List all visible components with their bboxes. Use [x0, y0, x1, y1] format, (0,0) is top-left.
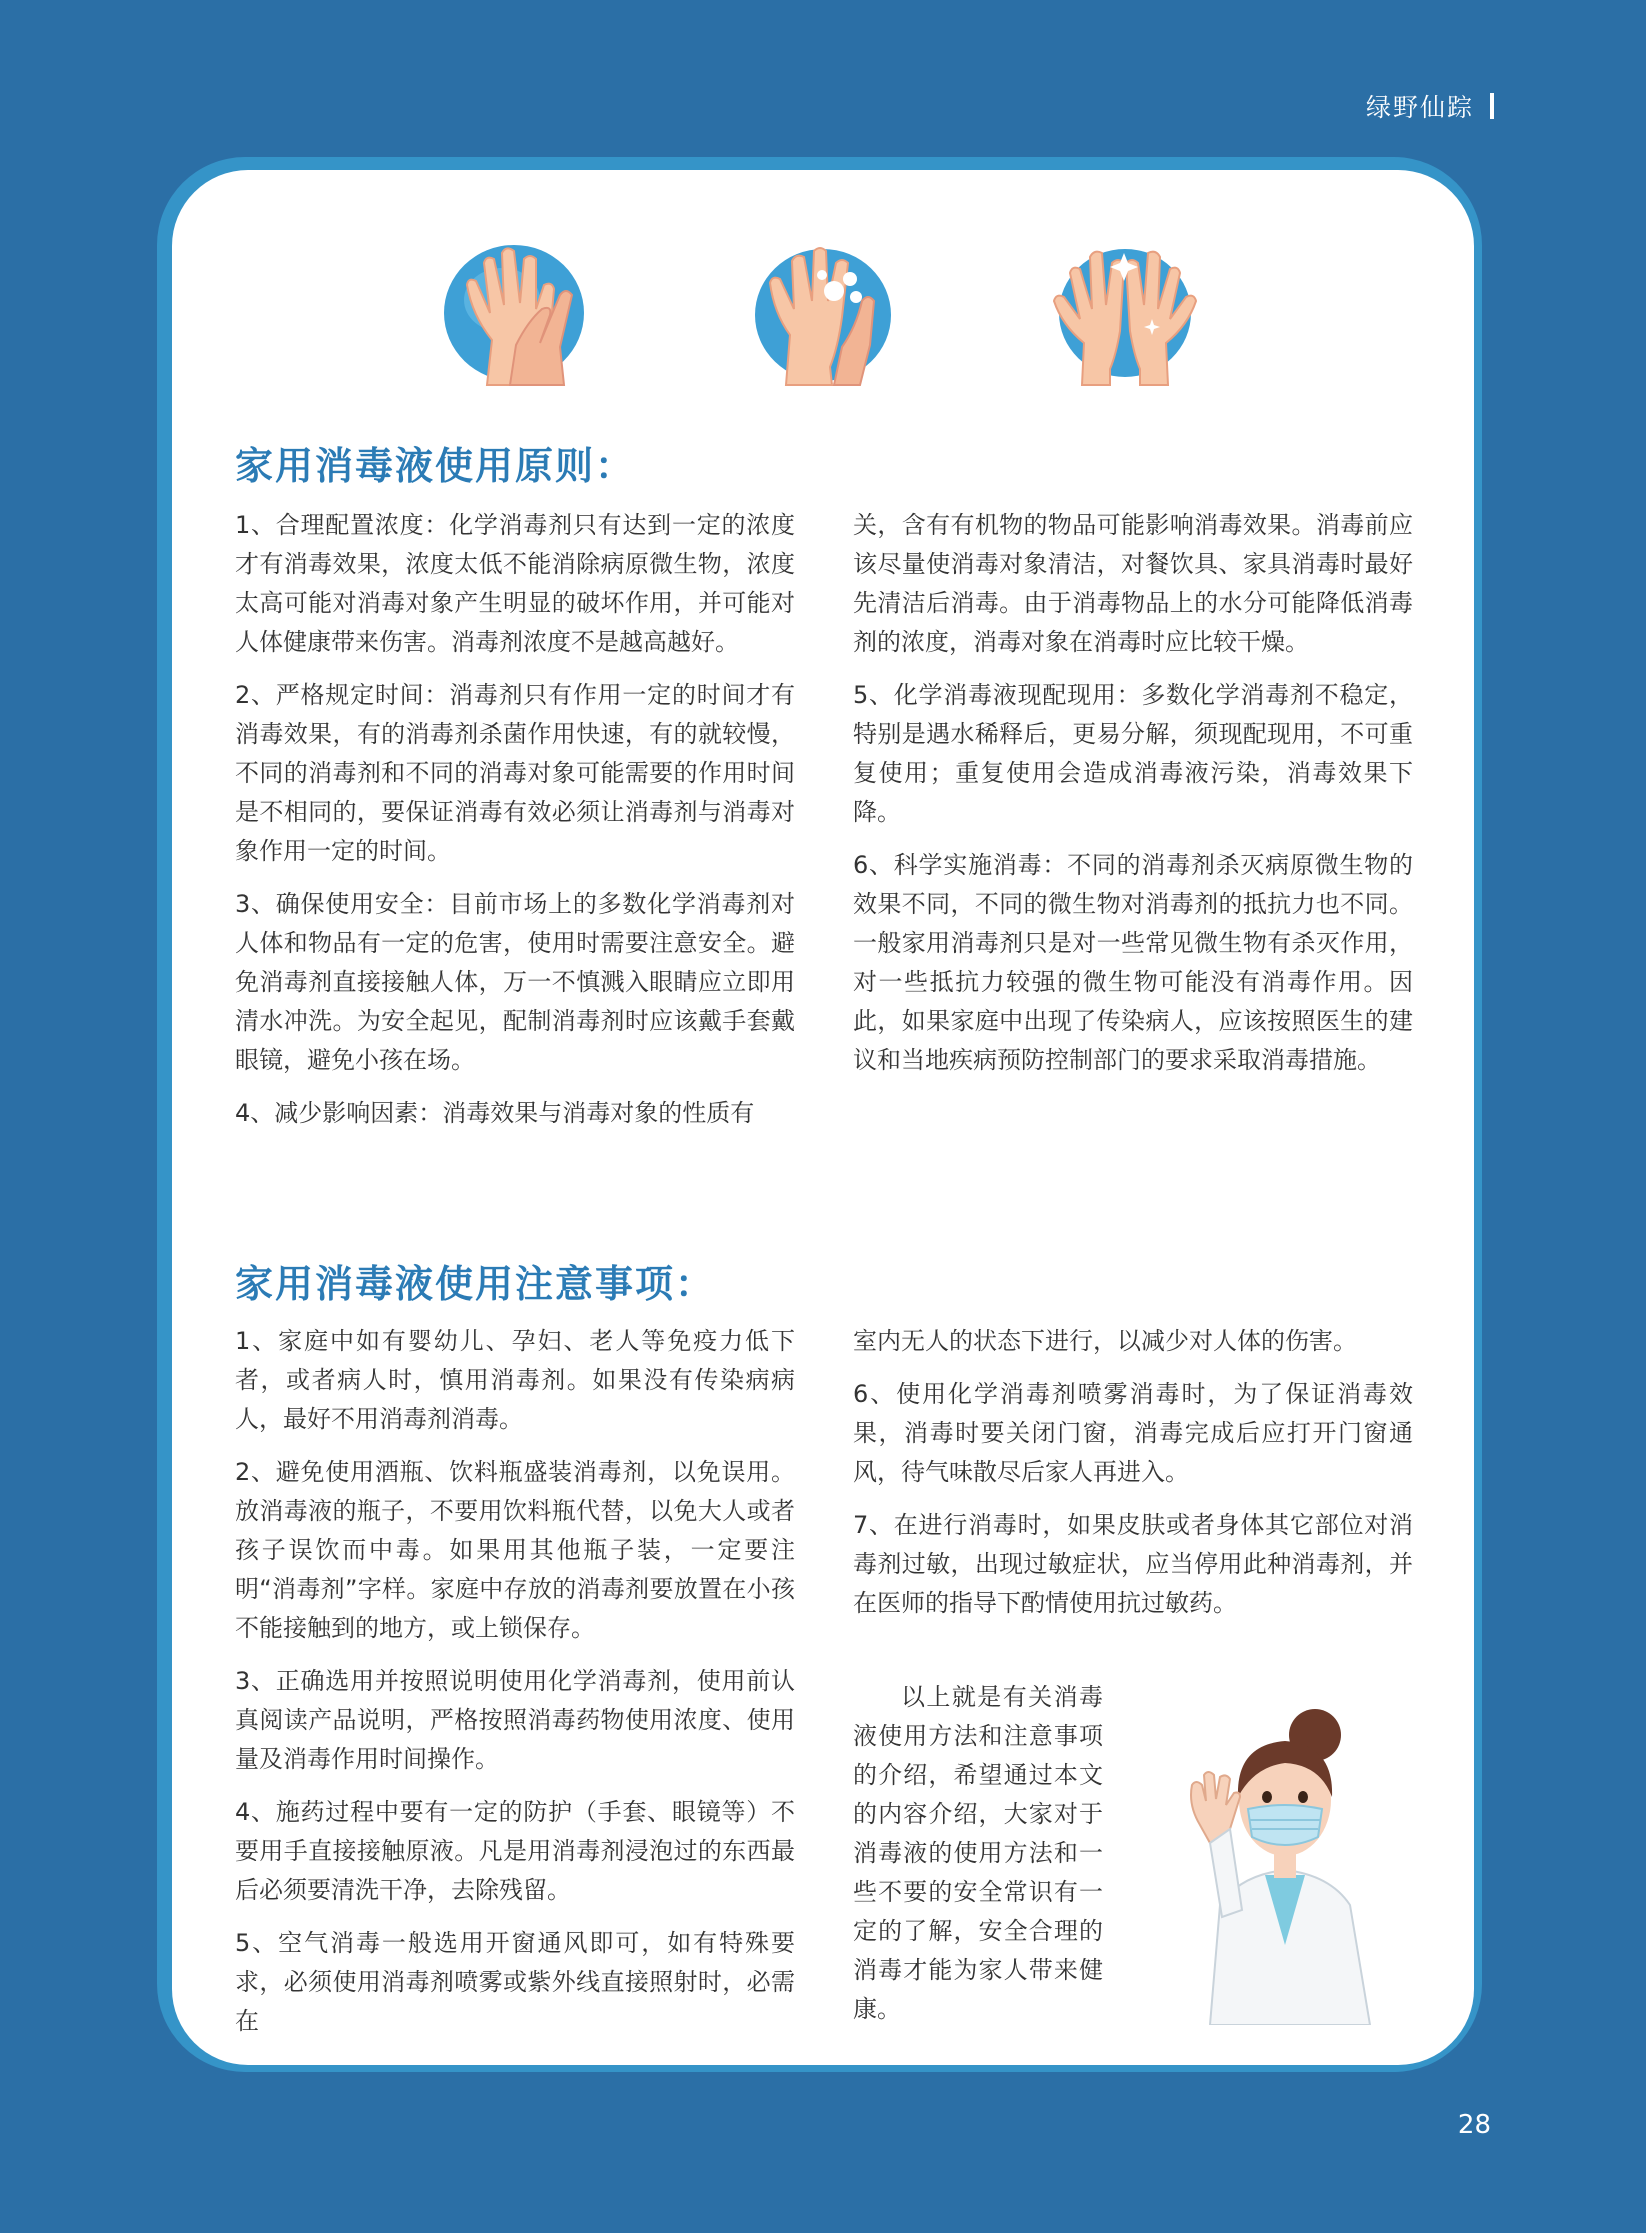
principle-item: 2、严格规定时间：消毒剂只有作用一定的时间才有消毒效果，有的消毒剂杀菌作用快速，有的就较慢，不同的消毒剂和不同的消毒对象可能需要的作用时间是不相同的，要保证消毒有效必须让消毒剂与消毒对象作用一定的时间。	[235, 681, 795, 865]
hands-rubbing-icon	[432, 235, 602, 405]
closing-paragraph	[853, 1678, 1103, 2043]
page-number: 28	[1457, 2110, 1491, 2140]
running-head-bar	[1490, 93, 1494, 119]
precaution-item: 1、家庭中如有婴幼儿、孕妇、老人等免疫力低下者，或者病人时，慎用消毒剂。如果没有传染病病人，最好不用消毒剂消毒。	[235, 1327, 795, 1433]
closing-text: 以上就是有关消毒液使用方法和注意事项的介绍，希望通过本文的内容介绍，大家对于消毒液的使用方法和一些不要的安全常识有一定的了解，安全合理的消毒才能为家人带来健康。	[853, 1683, 1103, 2023]
principle-item: 关，含有有机物的物品可能影响消毒效果。消毒前应该尽量使消毒对象清洁，对餐饮具、家具消毒时最好先清洁后消毒。由于消毒物品上的水分可能降低消毒剂的浓度，消毒对象在消毒时应比较干燥。	[853, 511, 1413, 656]
principle-item: 6、科学实施消毒：不同的消毒剂杀灭病原微生物的效果不同，不同的微生物对消毒剂的抵抗力也不同。一般家用消毒剂只是对一些常见微生物有杀灭作用，对一些抵抗力较强的微生物可能没有消毒作用。因此，如果家庭中出现了传染病人，应该按照医生的建议和当地疾病预防控制部门的要求采取消毒措施。	[853, 851, 1413, 1074]
running-head-text: 绿野仙踪	[1365, 93, 1474, 122]
precautions-right-column	[853, 1322, 1413, 1637]
hand-washing-illustrations	[0, 235, 1646, 405]
precautions-left-column	[235, 1322, 795, 2055]
nurse-illustration	[1170, 1705, 1400, 2025]
precaution-item: 3、正确选用并按照说明使用化学消毒剂，使用前认真阅读产品说明，严格按照消毒药物使用浓度、使用量及消毒作用时间操作。	[235, 1667, 795, 1773]
precaution-item: 5、空气消毒一般选用开窗通风即可，如有特殊要求，必须使用消毒剂喷雾或紫外线直接照射时，必需在	[235, 1929, 795, 2035]
clean-hands-icon	[1040, 235, 1210, 405]
principles-left-column	[235, 506, 795, 1147]
precaution-item: 室内无人的状态下进行，以减少对人体的伤害。	[853, 1327, 1357, 1355]
precaution-item: 2、避免使用酒瓶、饮料瓶盛装消毒剂，以免误用。放消毒液的瓶子，不要用饮料瓶代替，以免大人或者孩子误饮而中毒。如果用其他瓶子装，一定要注明“消毒剂”字样。家庭中存放的消毒剂要放置在小孩不能接触到的地方，或上锁保存。	[235, 1458, 795, 1642]
precaution-item: 6、使用化学消毒剂喷雾消毒时，为了保证消毒效果，消毒时要关闭门窗，消毒完成后应打开门窗通风，待气味散尽后家人再进入。	[853, 1380, 1413, 1486]
principle-item: 1、合理配置浓度：化学消毒剂只有达到一定的浓度才有消毒效果，浓度太低不能消除病原微生物，浓度太高可能对消毒对象产生明显的破坏作用，并可能对人体健康带来伤害。消毒剂浓度不是越高越好。	[235, 511, 795, 656]
precaution-item: 7、在进行消毒时，如果皮肤或者身体其它部位对消毒剂过敏，出现过敏症状，应当停用此种消毒剂，并在医师的指导下酌情使用抗过敏药。	[853, 1511, 1413, 1617]
principle-item: 5、化学消毒液现配现用：多数化学消毒剂不稳定，特别是遇水稀释后，更易分解，须现配现用，不可重复使用；重复使用会造成消毒液污染，消毒效果下降。	[853, 681, 1413, 826]
section-title-precautions: 家用消毒液使用注意事项：	[235, 1262, 716, 1306]
running-head	[1366, 88, 1494, 124]
hands-soap-icon	[738, 235, 908, 405]
precaution-item: 4、施药过程中要有一定的防护（手套、眼镜等）不要用手直接接触原液。凡是用消毒剂浸泡过的东西最后必须要清洗干净，去除残留。	[235, 1798, 795, 1904]
principle-item: 4、减少影响因素：消毒效果与消毒对象的性质有	[235, 1099, 755, 1127]
principles-right-column	[853, 506, 1413, 1094]
principle-item: 3、确保使用安全：目前市场上的多数化学消毒剂对人体和物品有一定的危害，使用时需要注意安全。避免消毒剂直接接触人体，万一不慎溅入眼睛应立即用清水冲洗。为安全起见，配制消毒剂时应该戴手套戴眼镜，避免小孩在场。	[235, 890, 795, 1074]
section-title-principles: 家用消毒液使用原则：	[235, 444, 636, 488]
